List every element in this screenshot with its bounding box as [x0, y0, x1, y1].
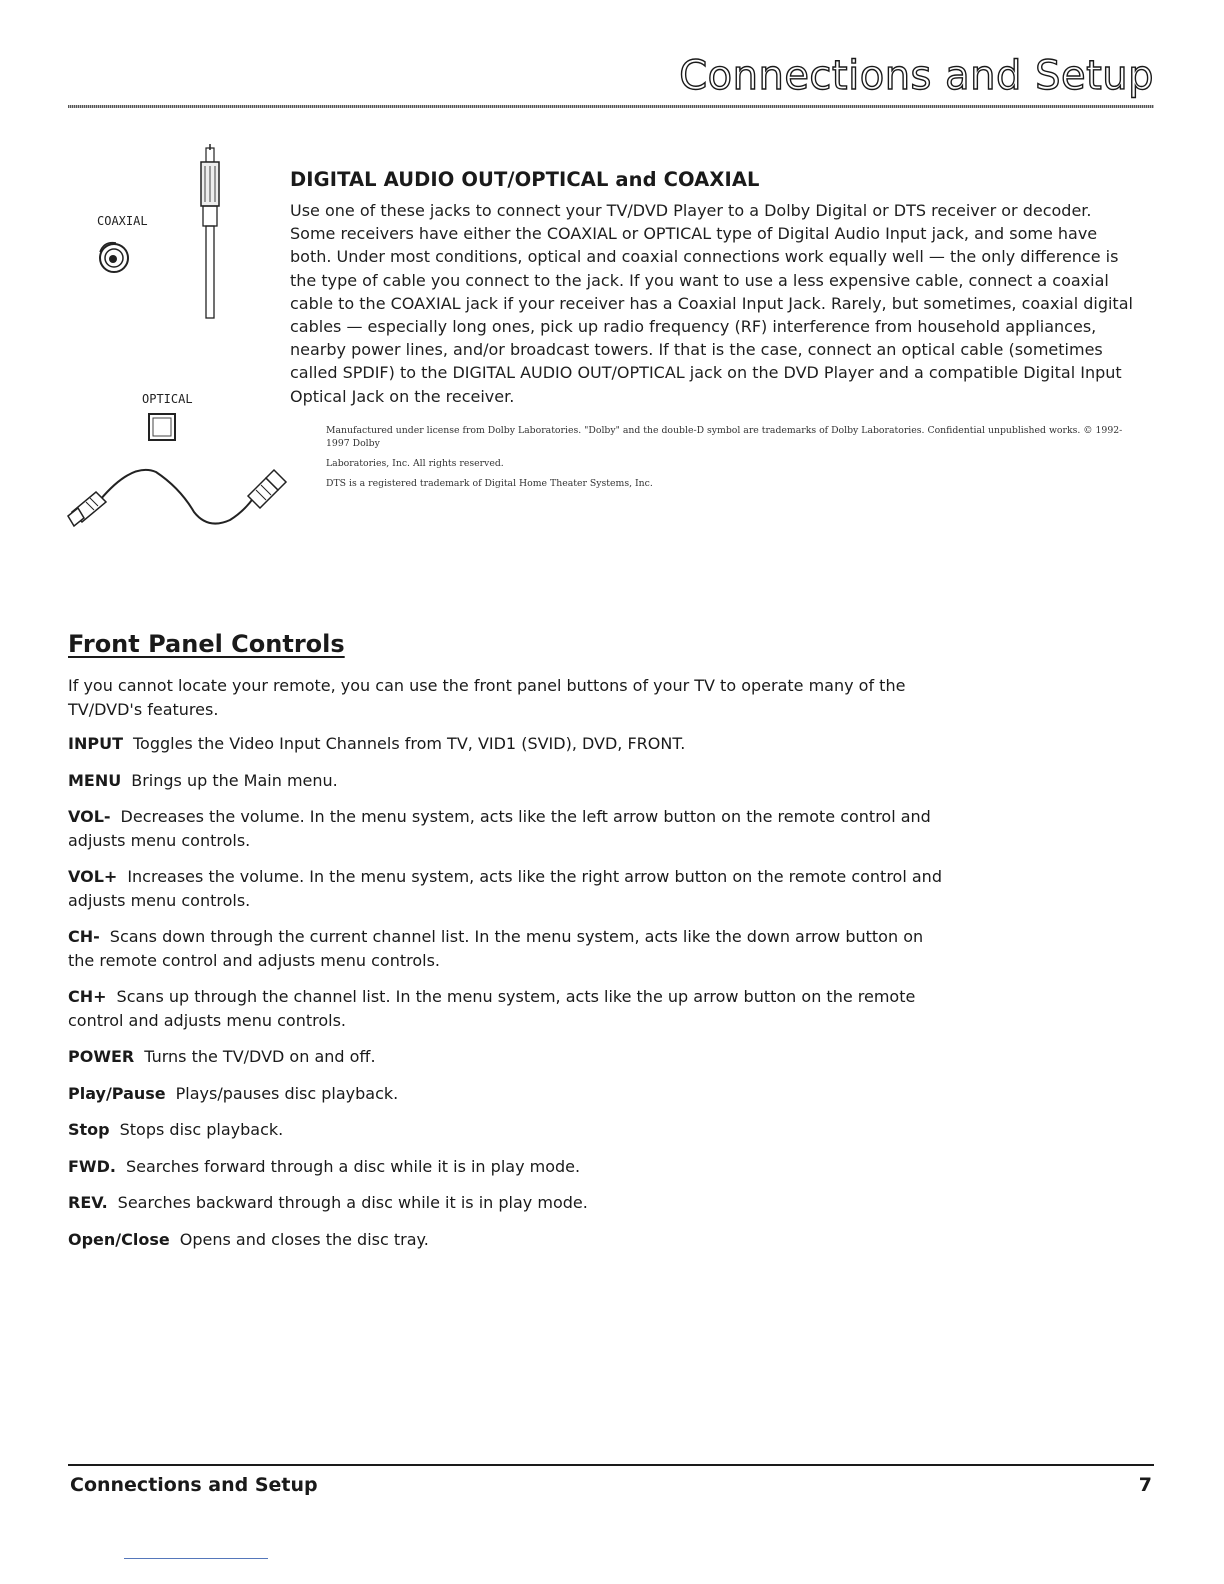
control-desc: Brings up the Main menu.: [131, 770, 338, 790]
digital-audio-section: [290, 168, 1140, 497]
control-vol-down: [68, 805, 948, 852]
control-desc: Scans down through the current channel list. In the menu system, acts like the down arrow button on the remote control and adjusts menu controls.: [68, 927, 924, 970]
control-play-pause: [68, 1082, 948, 1106]
optical-jack-label: OPTICAL: [142, 392, 193, 406]
front-panel-title: Front Panel Controls: [68, 630, 345, 658]
control-desc: Stops disc playback.: [119, 1120, 284, 1139]
jack-illustration: [60, 140, 290, 550]
control-desc: Opens and closes the disc tray.: [179, 1229, 429, 1249]
header-divider: [68, 105, 1154, 108]
control-desc: Scans up through the channel list. In the menu system, acts like the up arrow button on the remote control and adjusts menu controls.: [68, 987, 916, 1030]
control-name: INPUT: [68, 734, 123, 753]
coaxial-jack-icon: [100, 243, 128, 272]
control-ch-down: [68, 925, 948, 972]
optical-jack-icon: [149, 414, 175, 440]
page-number: 7: [1138, 1474, 1152, 1496]
footer-divider: [68, 1464, 1154, 1466]
dts-trademark-note: DTS is a registered trademark of Digital Home Theater Systems, Inc.: [326, 477, 653, 489]
control-name: Stop: [68, 1120, 110, 1139]
front-panel-section: [68, 630, 948, 1264]
control-desc: Searches backward through a disc while it is in play mode.: [117, 1193, 588, 1212]
control-name: POWER: [68, 1047, 135, 1066]
digital-audio-body: Use one of these jacks to connect your TV/DVD Player to a Dolby Digital or DTS receiver or decoder. Some receivers have either the COAXIAL or OPTICAL type of Digital Audio Input jack, and some have both. Under most conditions, optical and coaxial connections work equally well — the only difference is the type of cable you connect to the jack. If you want to use a less expensive cable, connect a coaxial cable to the COAXIAL jack if your receiver has a Coaxial Input Jack. Rarely, but sometimes, coaxial digital cables — especially long ones, pick up radio frequency (RF) interference from household appliances, nearby power lines, and/or broadcast towers. If that is the case, connect an optical cable (sometimes called SPDIF) to the DIGITAL AUDIO OUT/OPTICAL jack on the DVD Player and a compatible Digital Input Optical Jack on the receiver.: [290, 201, 1133, 406]
footer-section-title: Connections and Setup: [70, 1474, 318, 1496]
control-ch-up: [68, 985, 948, 1032]
control-name: FWD.: [68, 1156, 116, 1176]
control-name: Open/Close: [68, 1229, 170, 1249]
control-name: Play/Pause: [68, 1083, 166, 1103]
control-name: VOL-: [68, 807, 111, 826]
control-open-close: [68, 1228, 948, 1252]
digital-audio-heading: DIGITAL AUDIO OUT/OPTICAL and COAXIAL: [290, 168, 760, 191]
coaxial-jack-label: COAXIAL: [97, 214, 148, 228]
dolby-license-note: Manufactured under license from Dolby Laboratories. "Dolby" and the double-D symbol are trademarks of Dolby Laboratories. Confidential unpublished works. © 1992-1997 Dolby: [326, 424, 1123, 449]
front-panel-intro: If you cannot locate your remote, you can use the front panel buttons of your TV to operate many of the TV/DVD's features.: [68, 676, 906, 719]
dolby-rights-note: Laboratories, Inc. All rights reserved.: [326, 457, 504, 469]
control-desc: Plays/pauses disc playback.: [175, 1083, 399, 1103]
control-desc: Turns the TV/DVD on and off.: [144, 1047, 376, 1066]
trademark-notes: [326, 424, 1140, 490]
control-name: MENU: [68, 770, 122, 790]
coaxial-cable-icon: [201, 144, 219, 318]
control-desc: Increases the volume. In the menu system, acts like the right arrow button on the remote control and adjusts menu controls.: [68, 867, 942, 910]
page-header-title: Connections and Setup: [679, 53, 1154, 99]
control-name: CH+: [68, 987, 107, 1006]
control-vol-up: [68, 865, 948, 912]
control-power: [68, 1045, 948, 1069]
control-input: [68, 732, 948, 756]
control-fwd: [68, 1155, 948, 1179]
control-stop: [68, 1118, 948, 1142]
control-name: CH-: [68, 927, 100, 946]
control-desc: Toggles the Video Input Channels from TV, VID1 (SVID), DVD, FRONT.: [132, 734, 686, 753]
optical-cable-icon: [68, 470, 286, 526]
control-rev: [68, 1191, 948, 1215]
control-desc: Decreases the volume. In the menu system, acts like the left arrow button on the remote control and adjusts menu controls.: [68, 807, 931, 850]
control-name: REV.: [68, 1193, 108, 1212]
control-menu: [68, 769, 948, 793]
control-desc: Searches forward through a disc while it is in play mode.: [125, 1156, 581, 1176]
control-name: VOL+: [68, 867, 118, 886]
scan-artifact-line: [124, 1558, 268, 1559]
